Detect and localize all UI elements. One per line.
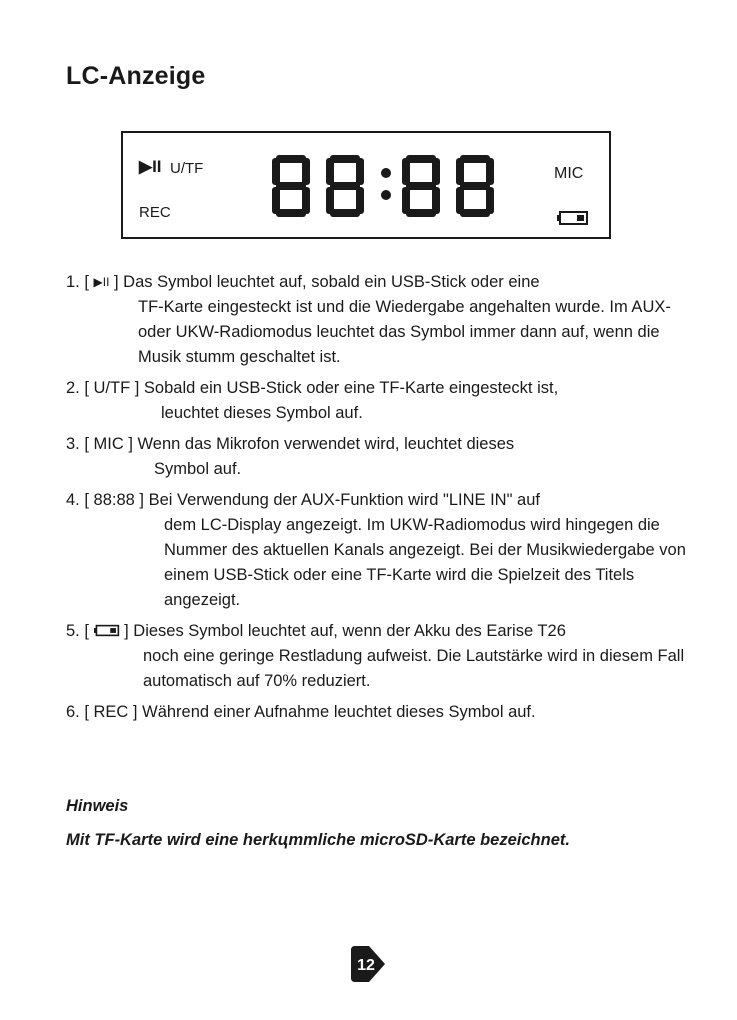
item-tag: 3. [ MIC ] [66, 435, 133, 453]
item-first-line: 3. [ MIC ] Wenn das Mikrofon verwendet wird, leuchtet dieses [66, 435, 515, 453]
digit-8 [326, 155, 364, 217]
item-continuation: noch eine geringe Restladung aufweist. Die Lautstärke wird in diesem Fall automatisch auf 70% reduziert. [143, 647, 685, 690]
item-first-line: 6. [ REC ] Während einer Aufnahme leuchtet dieses Symbol auf. [66, 703, 536, 721]
battery-icon [94, 624, 120, 637]
item-tag: 6. [ REC ] [66, 703, 138, 721]
page-title: LC-Anzeige [66, 62, 206, 90]
rec-indicator: REC [139, 204, 171, 221]
item-continuation: leuchtet dieses Symbol auf. [161, 404, 363, 422]
list-item [66, 700, 686, 725]
item-tag: 2. [ U/TF ] [66, 379, 140, 397]
item-first-line: 4. [ 88:88 ] Bei Verwendung der AUX-Funktion wird "LINE IN" auf [66, 491, 540, 509]
item-first-line: 1. [ ▶II ] Das Symbol leuchtet auf, sobald ein USB-Stick oder eine [66, 270, 686, 295]
page-number-badge [349, 946, 387, 982]
lcd-display-diagram [121, 131, 611, 239]
item-tag: 1. [ ▶II ] [66, 273, 119, 291]
play-pause-icon: ▶II [93, 275, 110, 289]
list-item [66, 376, 686, 426]
item-continuation: TF-Karte eingesteckt ist und die Wiedergabe angehalten wurde. Im AUX- oder UKW-Radiomodus leuchtet das Symbol immer dann auf, wenn die Musik stumm geschaltet ist. [138, 298, 671, 366]
item-continuation: dem LC-Display angezeigt. Im UKW-Radiomodus wird hingegen die Nummer des aktuellen Kanals angezeigt. Bei der Musikwiedergabe von einem USB-Stick oder eine TF-Karte wird die Spielzeit des Titels angezeigt. [164, 516, 686, 609]
item-continuation: Symbol auf. [154, 460, 242, 478]
note-text: Mit TF-Karte wird eine herkцmmliche microSD-Karte bezeichnet. [66, 831, 570, 849]
item-tag: 4. [ 88:88 ] [66, 491, 144, 509]
digit-8 [402, 155, 440, 217]
item-first-line: 2. [ U/TF ] Sobald ein USB-Stick oder eine TF-Karte eingesteckt ist, [66, 379, 559, 397]
colon-segment [381, 168, 391, 200]
battery-icon [557, 210, 589, 226]
item-tag: 5. [ ] [66, 622, 129, 640]
digit-8 [272, 155, 310, 217]
mic-indicator: MIC [554, 165, 584, 182]
seven-segment-digits [270, 155, 500, 219]
list-item [66, 619, 686, 694]
utf-indicator: U/TF [170, 160, 204, 177]
list-item [66, 432, 686, 482]
list-item [66, 270, 686, 370]
note-title: Hinweis [66, 797, 129, 815]
play-pause-icon: ▶II [139, 157, 162, 176]
symbol-description-list [66, 270, 686, 731]
page-number: 12 [357, 957, 375, 974]
item-first-line: 5. [ ] Dieses Symbol leuchtet auf, wenn der Akku des Earise T26 [66, 622, 566, 640]
list-item [66, 488, 686, 613]
digit-8 [456, 155, 494, 217]
